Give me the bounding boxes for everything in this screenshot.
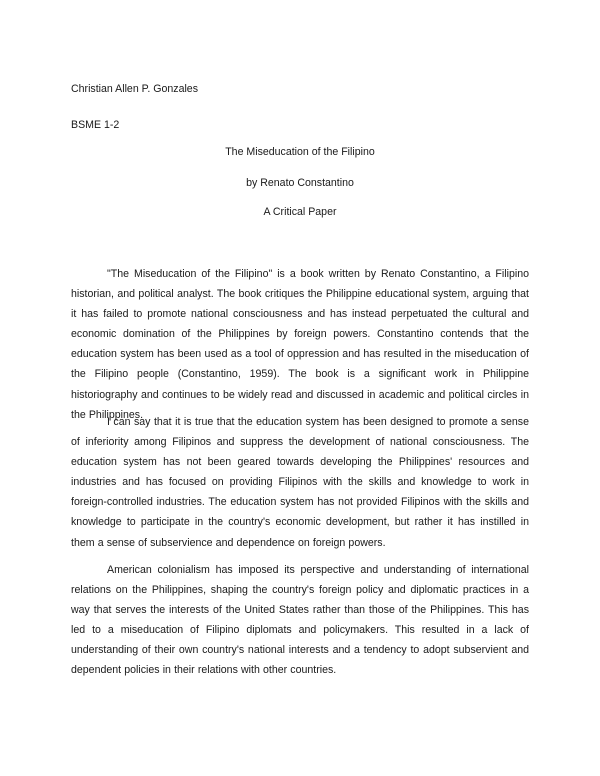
- body-paragraph-2: I can say that it is true that the education system has been designed to promote a sense of inferiority among Filipinos and suppress the development of national consciousness. The education system has not been geared towards developing the Philippines' resources and industries and has focused on providing Filipinos with the skills and knowledge to work in foreign-controlled industries. The education system has not provided Filipinos with the skills and knowledge to participate in the country's economic development, but rather it has instilled in them a sense of subservience and dependence on foreign powers.: [71, 416, 529, 549]
- paper-title: The Miseducation of the Filipino: [225, 146, 375, 158]
- body-paragraph-3: American colonialism has imposed its perspective and understanding of international relations on the Philippines, shaping the country's foreign policy and diplomatic practices in a way that serves the interests of the United States rather than those of the Philippines. This has led to a miseducation of Filipino diplomats and policymakers. This resulted in a lack of understanding of their own country's national interests and a tendency to adopt subservient and dependent policies in their relations with other countries.: [71, 564, 529, 677]
- paper-byline: by Renato Constantino: [246, 177, 354, 189]
- body-paragraph-1: "The Miseducation of the Filipino" is a book written by Renato Constantino, a Filipino historian, and political analyst. The book critiques the Philippine educational system, arguing that it has failed to promote national consciousness and has instead perpetuated the cultural and economic domination of the Philippines by foreign powers. Constantino contends that the education system has been used as a tool of oppression and has resulted in the miseducation of the Filipino people (Constantino, 1959). The book is a significant work in Philippine historiography and continues to be widely read and discussed in academic and political circles in the Philippines.: [71, 268, 529, 421]
- course-section: BSME 1-2: [71, 119, 120, 131]
- paper-subtitle: A Critical Paper: [263, 206, 337, 218]
- author-name: Christian Allen P. Gonzales: [71, 83, 198, 95]
